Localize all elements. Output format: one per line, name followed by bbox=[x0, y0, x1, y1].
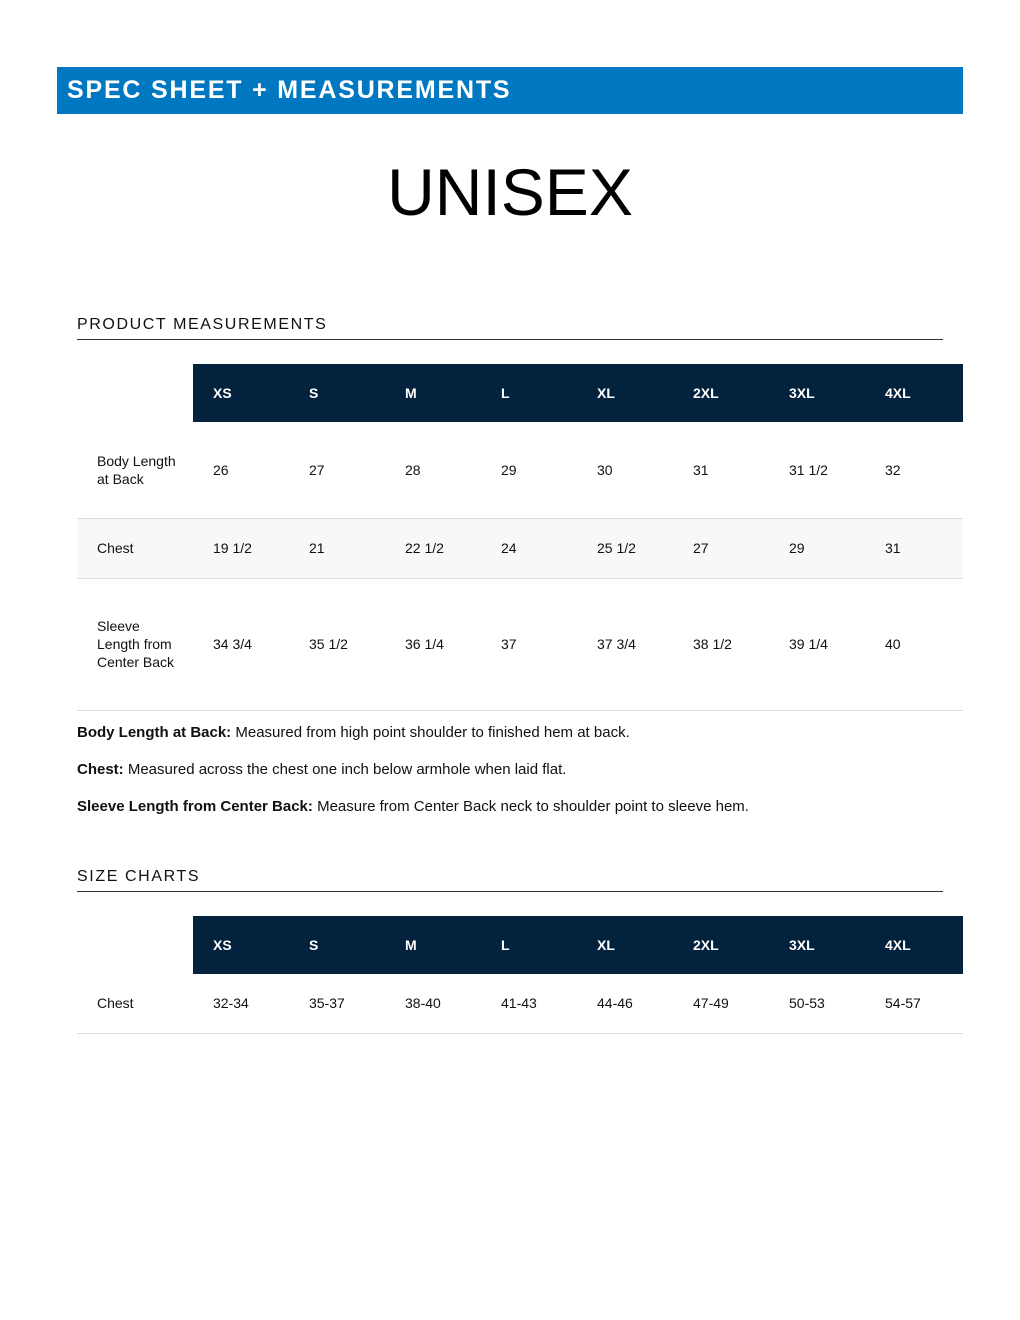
table-cell: 41-43 bbox=[481, 974, 577, 1033]
row-label: Chest bbox=[77, 518, 193, 578]
size-header-l: L bbox=[481, 364, 577, 422]
table-cell: 27 bbox=[673, 518, 769, 578]
table-cell: 40 bbox=[865, 578, 963, 710]
size-header-xl: XL bbox=[577, 364, 673, 422]
size-header-m: M bbox=[385, 916, 481, 974]
size-header-m: M bbox=[385, 364, 481, 422]
size-header-3xl: 3XL bbox=[769, 916, 865, 974]
table-header-row bbox=[77, 916, 963, 974]
size-header-xl: XL bbox=[577, 916, 673, 974]
table-cell: 34 3/4 bbox=[193, 578, 289, 710]
table-cell: 38 1/2 bbox=[673, 578, 769, 710]
note-text: Measured across the chest one inch below armhole when laid flat. bbox=[123, 761, 567, 778]
table-cell: 31 bbox=[865, 518, 963, 578]
size-header-2xl: 2XL bbox=[673, 916, 769, 974]
size-header-l: L bbox=[481, 916, 577, 974]
table-cell: 39 1/4 bbox=[769, 578, 865, 710]
note-term: Sleeve Length from Center Back: bbox=[77, 798, 313, 815]
table-row-chest-size bbox=[77, 974, 963, 1033]
table-cell: 35-37 bbox=[289, 974, 385, 1033]
size-header-3xl: 3XL bbox=[769, 364, 865, 422]
row-label: Body Length at Back bbox=[77, 422, 193, 518]
note-text: Measured from high point shoulder to finished hem at back. bbox=[231, 724, 630, 741]
table-cell: 32-34 bbox=[193, 974, 289, 1033]
table-cell: 24 bbox=[481, 518, 577, 578]
size-header-xs: XS bbox=[193, 364, 289, 422]
table-cell: 37 bbox=[481, 578, 577, 710]
note-term: Chest: bbox=[77, 761, 124, 778]
table-header-row bbox=[77, 364, 963, 422]
table-cell: 50-53 bbox=[769, 974, 865, 1033]
table-cell: 44-46 bbox=[577, 974, 673, 1033]
size-header-xs: XS bbox=[193, 916, 289, 974]
table-cell: 47-49 bbox=[673, 974, 769, 1033]
spec-sheet-banner: SPEC SHEET + MEASUREMENTS bbox=[57, 67, 963, 114]
table-cell: 31 bbox=[673, 422, 769, 518]
table-cell: 35 1/2 bbox=[289, 578, 385, 710]
table-cell: 26 bbox=[193, 422, 289, 518]
table-cell: 32 bbox=[865, 422, 963, 518]
table-row-body-length bbox=[77, 422, 963, 518]
size-header-s: S bbox=[289, 364, 385, 422]
table-cell: 30 bbox=[577, 422, 673, 518]
table-cell: 31 1/2 bbox=[769, 422, 865, 518]
table-cell: 38-40 bbox=[385, 974, 481, 1033]
table-row-chest bbox=[77, 518, 963, 578]
measurement-notes bbox=[77, 724, 943, 835]
row-label: Chest bbox=[77, 974, 193, 1033]
table-cell: 19 1/2 bbox=[193, 518, 289, 578]
page-title: UNISEX bbox=[387, 155, 633, 229]
header-blank-cell bbox=[77, 916, 193, 974]
table-cell: 22 1/2 bbox=[385, 518, 481, 578]
size-header-2xl: 2XL bbox=[673, 364, 769, 422]
table-cell: 25 1/2 bbox=[577, 518, 673, 578]
size-chart-table bbox=[77, 916, 963, 1034]
table-cell: 28 bbox=[385, 422, 481, 518]
size-header-s: S bbox=[289, 916, 385, 974]
note-body-length bbox=[77, 724, 943, 742]
size-header-4xl: 4XL bbox=[865, 364, 963, 422]
size-header-4xl: 4XL bbox=[865, 916, 963, 974]
table-cell: 21 bbox=[289, 518, 385, 578]
table-row-sleeve-length bbox=[77, 578, 963, 710]
row-label: Sleeve Length from Center Back bbox=[77, 578, 193, 710]
note-term: Body Length at Back: bbox=[77, 724, 232, 741]
table-cell: 54-57 bbox=[865, 974, 963, 1033]
table-cell: 29 bbox=[481, 422, 577, 518]
table-cell: 29 bbox=[769, 518, 865, 578]
header-blank-cell bbox=[77, 364, 193, 422]
size-charts-heading: SIZE CHARTS bbox=[77, 868, 943, 892]
table-cell: 27 bbox=[289, 422, 385, 518]
table-cell: 37 3/4 bbox=[577, 578, 673, 710]
product-measurements-table bbox=[77, 364, 963, 711]
note-chest bbox=[77, 761, 943, 779]
product-measurements-heading: PRODUCT MEASUREMENTS bbox=[77, 316, 943, 340]
note-text: Measure from Center Back neck to shoulder point to sleeve hem. bbox=[312, 798, 749, 815]
note-sleeve-length bbox=[77, 798, 943, 816]
table-cell: 36 1/4 bbox=[385, 578, 481, 710]
